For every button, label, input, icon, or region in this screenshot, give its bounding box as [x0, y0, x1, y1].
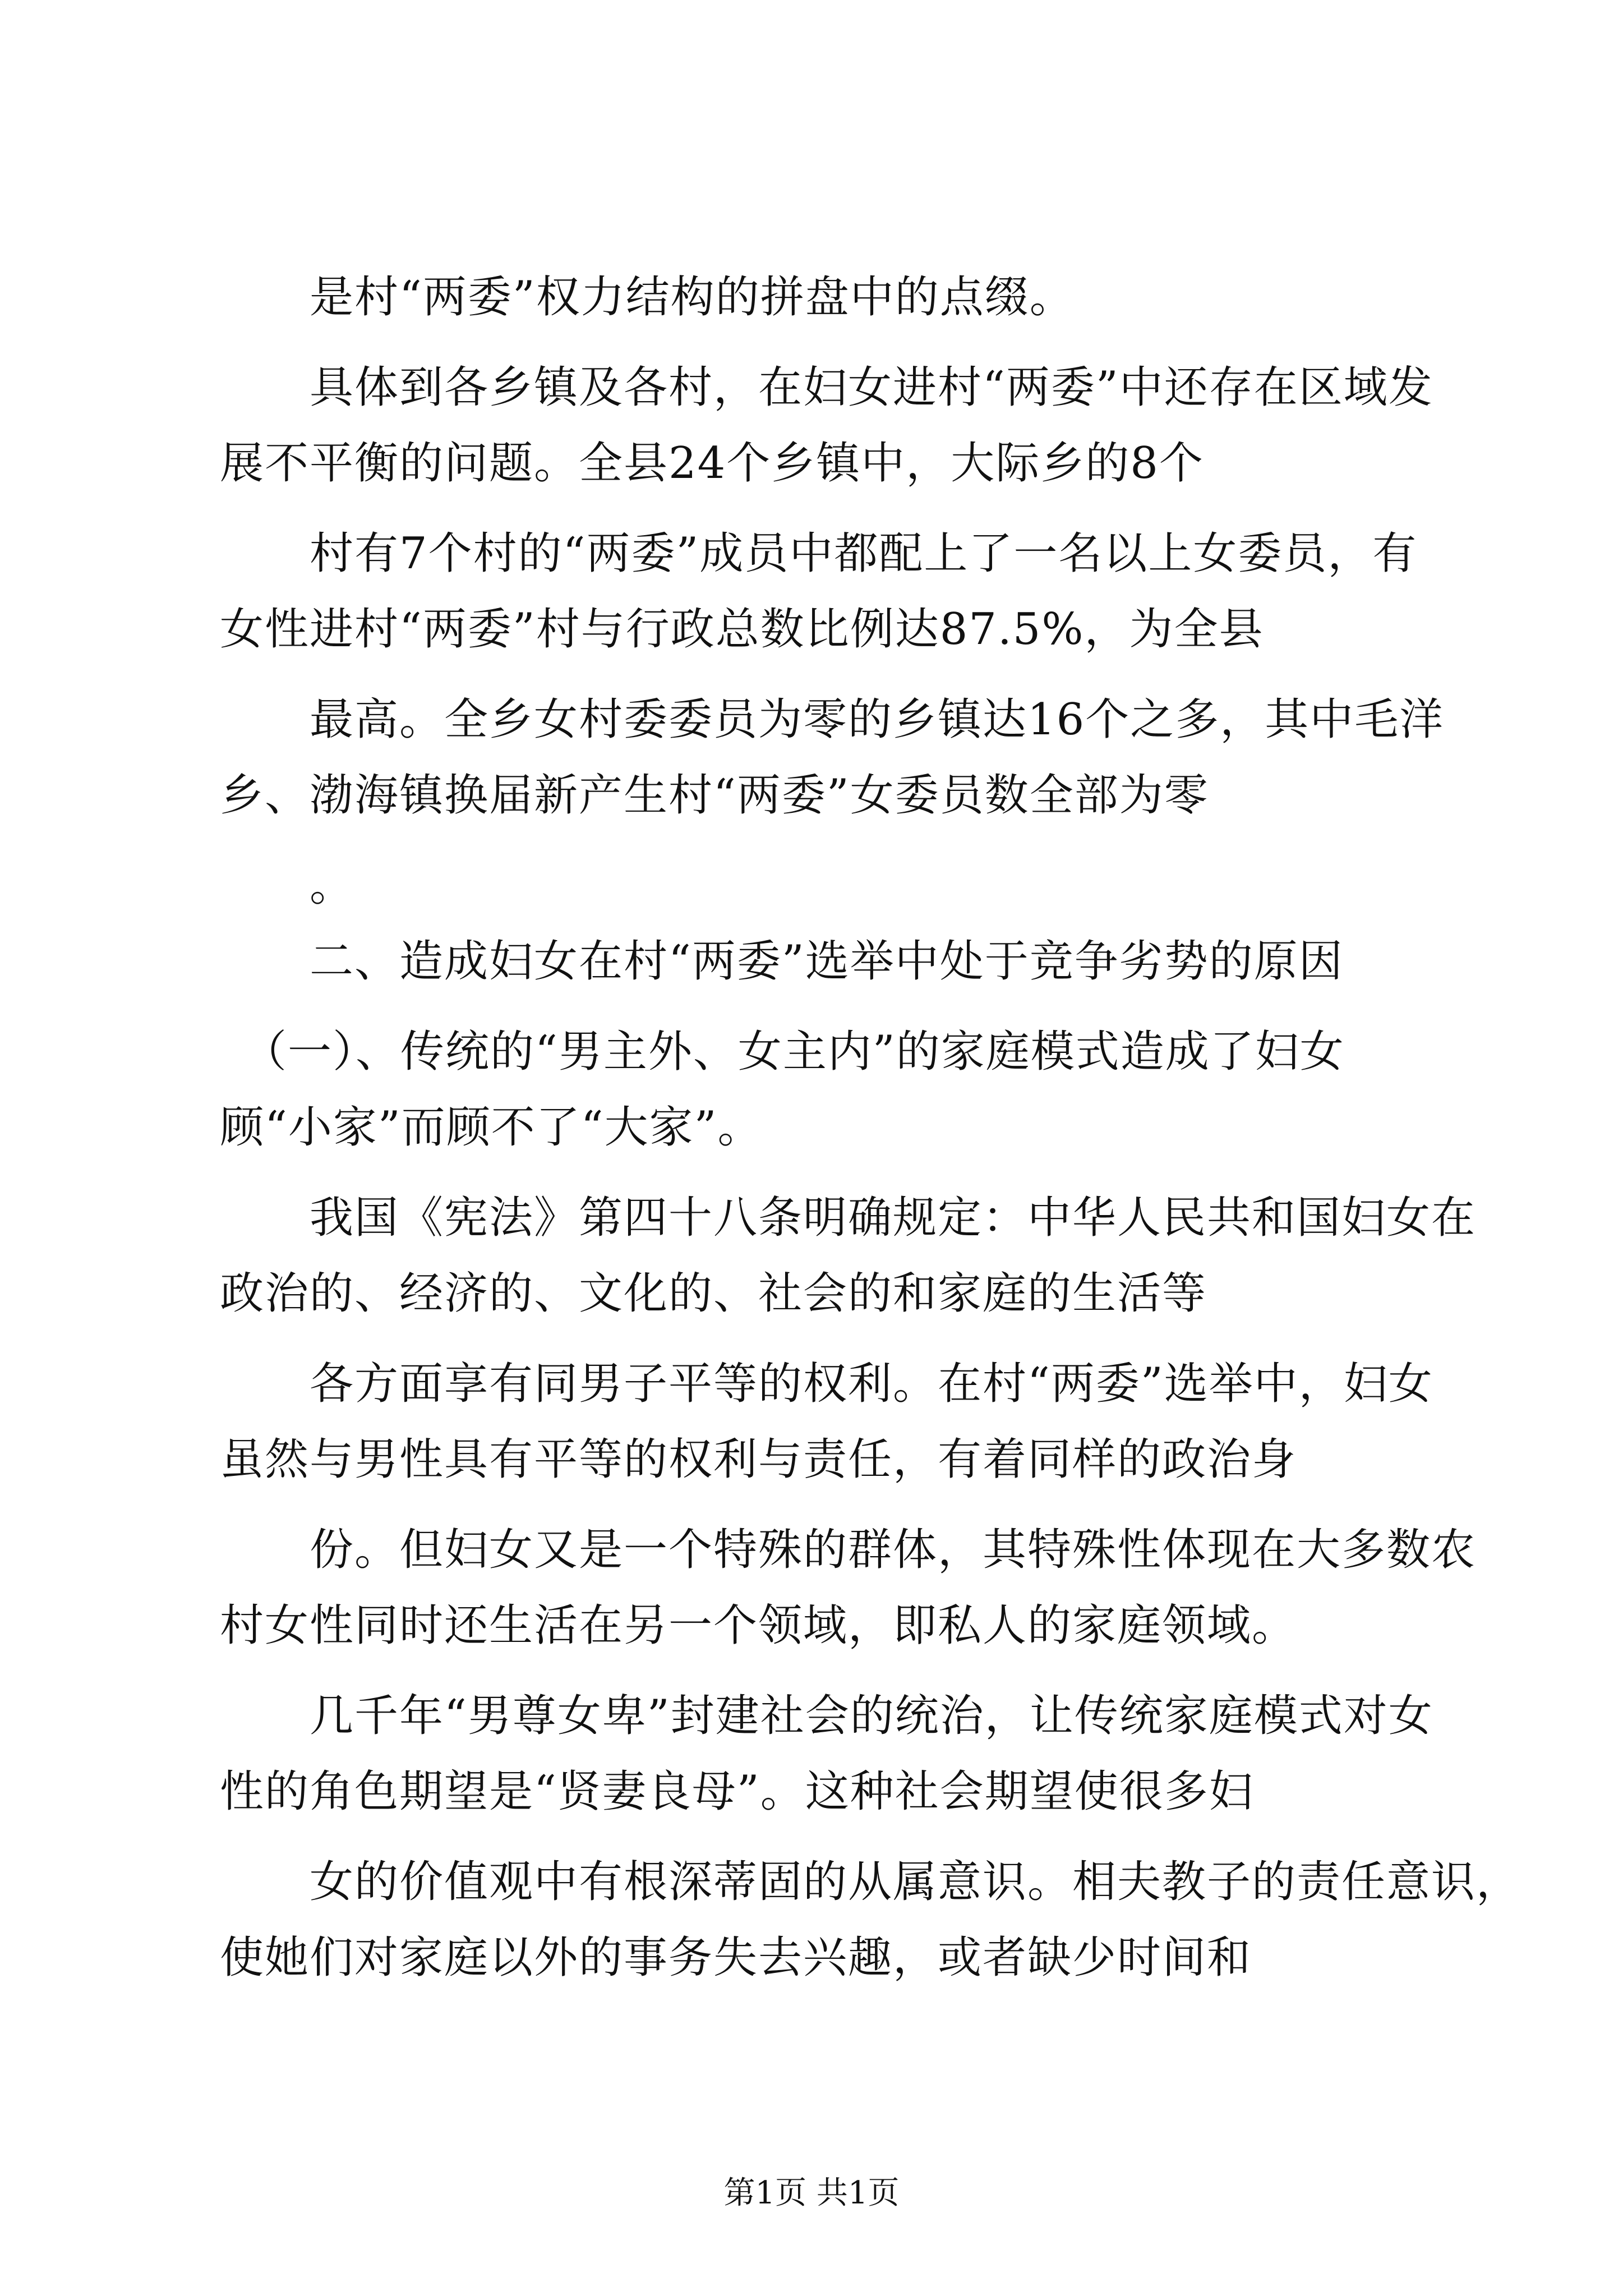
text-line: 村女性同时还生活在另一个领域，即私人的家庭领域。	[220, 1600, 1297, 1651]
section-heading: 二、造成妇女在村“两委”选举中处于竞争劣势的原因	[220, 936, 1344, 987]
text-line: 我国《宪法》第四十八条明确规定：中华人民共和国妇女在	[220, 1193, 1477, 1243]
text-line: 份。但妇女又是一个特殊的群体，其特殊性体现在大多数农	[220, 1525, 1477, 1575]
text-line: 女性进村“两委”村与行政总数比例达87.5%，为全县	[220, 604, 1264, 655]
subsection-heading: （一）、传统的“男主外、女主内”的家庭模式造成了妇女	[220, 1027, 1345, 1077]
text-line: 性的角色期望是“贤妻良母”。这种社会期望使很多妇	[220, 1766, 1254, 1817]
text-line: 女的价值观中有根深蒂固的从属意识。相夫教子的责任意识，	[220, 1857, 1521, 1907]
text-line: 最高。全乡女村委委员为零的乡镇达16个之多，其中毛洋	[220, 694, 1445, 745]
text-line: 各方面享有同男子平等的权利。在村“两委”选举中，妇女	[220, 1359, 1433, 1409]
text-line: 是村“两委”权力结构的拼盘中的点缀。	[220, 272, 1075, 323]
text-line: 。	[220, 861, 355, 911]
text-line: 乡、渤海镇换届新产生村“两委”女委员数全部为零	[220, 770, 1209, 821]
subsection-heading: 顾“小家”而顾不了“大家”。	[220, 1102, 763, 1153]
page-footer: 第1页 共1页	[723, 2175, 900, 2211]
text-line: 使她们对家庭以外的事务失去兴趣，或者缺少时间和	[220, 1932, 1252, 1983]
text-line: 虽然与男性具有平等的权利与责任，有着同样的政治身	[220, 1434, 1297, 1485]
text-line: 政治的、经济的、文化的、社会的和家庭的生活等	[220, 1268, 1207, 1319]
text-line: 村有7个村的“两委”成员中都配上了一名以上女委员，有	[220, 528, 1418, 579]
text-line: 具体到各乡镇及各村，在妇女进村“两委”中还存在区域发	[220, 362, 1433, 413]
text-line: 几千年“男尊女卑”封建社会的统治，让传统家庭模式对女	[220, 1691, 1433, 1741]
text-line: 展不平衡的问题。全县24个乡镇中，大际乡的8个	[220, 438, 1204, 489]
